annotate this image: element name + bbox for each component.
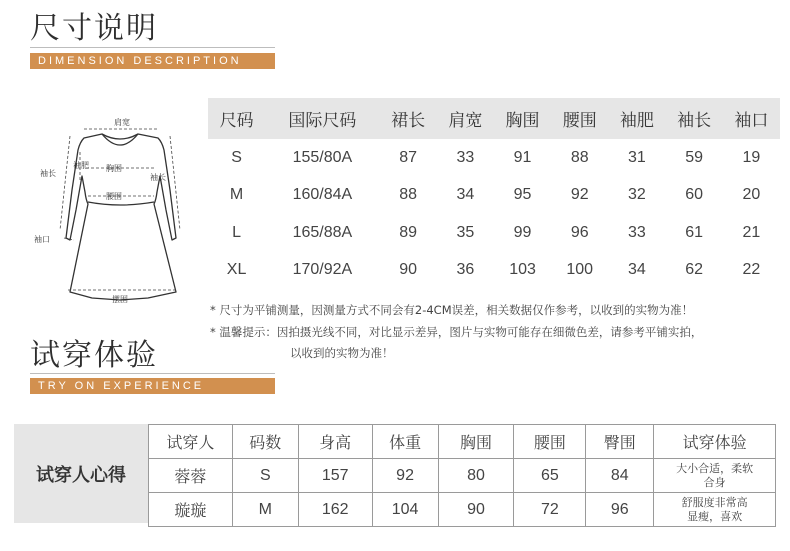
dimension-col-header: 袖长 [666,98,723,139]
dimension-table-row [208,139,780,177]
tryon-col-header: 身高 [298,425,372,459]
dimension-cell: 34 [628,261,646,279]
tryon-cell: 65 [514,459,586,493]
tryon-col-header: 码数 [232,425,298,459]
diagram-label-bust: 胸围 [106,164,122,173]
tryon-cell: 璇璇 [149,493,233,527]
tryon-table-row [149,459,776,493]
tryon-cell: S [232,459,298,493]
dimension-cell: 59 [685,148,703,166]
tryon-cell: 157 [298,459,372,493]
dimension-cell: S [231,148,242,166]
tryon-cell: 蓉蓉 [149,459,233,493]
diagram-label-sleeve-right: 袖长 [150,173,166,182]
diagram-label-hem: 摆围 [112,295,128,304]
dimension-col-header: 腰围 [551,98,608,139]
dimension-cell: 91 [513,148,532,166]
tryon-table [148,424,776,527]
dimension-cell: 99 [513,223,532,241]
dimension-table-row [208,214,780,252]
tryon-cell: 92 [372,459,438,493]
dimension-cell: 21 [742,223,761,241]
tryon-cell: 90 [438,493,514,527]
dimension-cell: L [232,223,242,241]
dimension-cell: 100 [566,261,594,279]
tryon-col-header: 体重 [372,425,438,459]
dimension-cell: 96 [570,223,589,241]
tryon-col-header: 腰围 [514,425,586,459]
tryon-cell: 162 [298,493,372,527]
tryon-experience-cell: 大小合适，柔软 合身 [654,459,776,493]
dimension-cell: 88 [570,148,589,166]
dimension-title: 尺寸说明 [30,11,158,46]
dimension-cell: 87 [399,148,418,166]
diagram-label-sleeve-left: 袖长 [40,169,56,178]
dress-diagram [30,112,195,304]
tryon-cell: 96 [586,493,654,527]
dimension-col-header: 袖肥 [608,98,665,139]
dimension-col-header: 国际尺码 [265,98,379,139]
dimension-col-header: 肩宽 [437,98,494,139]
tryon-subtitle: TRY ON EXPERIENCE [30,378,275,394]
dimension-table-header [208,98,780,139]
dimension-cell: 62 [685,261,703,279]
dimension-cell: 88 [399,186,418,204]
tryon-col-header: 臀围 [586,425,654,459]
dimension-cell: 32 [628,186,646,204]
diagram-label-waist: 腰围 [106,192,122,201]
diagram-label-shoulder: 肩宽 [114,118,130,127]
dimension-table-row [208,252,780,290]
tryon-title: 试穿体验 [30,338,158,373]
tryon-col-header: 胸围 [438,425,514,459]
dimension-cell: 103 [509,261,536,279]
dimension-cell: 22 [742,261,761,279]
tryon-col-header: 试穿人 [149,425,233,459]
dimension-table-row [208,177,780,215]
dimension-cell: 155/80A [292,148,353,166]
dimension-cell: 35 [456,223,475,241]
tryon-experience-cell: 舒服度非常高 显瘦，喜欢 [654,493,776,527]
dimension-subtitle: DIMENSION DESCRIPTION [30,53,275,69]
tryon-cell: M [232,493,298,527]
tryon-cell: 80 [438,459,514,493]
tryon-table-header [149,425,776,459]
dimension-cell: XL [226,261,247,279]
dimension-col-header: 裙长 [380,98,437,139]
dimension-col-header: 尺码 [208,98,265,139]
dimension-cell: 60 [685,186,703,204]
tryon-label [14,424,148,523]
dimension-note-3: 以收到的实物为准！ [290,346,394,360]
dimension-col-header: 胸围 [494,98,551,139]
tryon-cell: 72 [514,493,586,527]
dimension-cell: 31 [628,148,646,166]
dimension-cell: 92 [570,186,589,204]
dimension-cell: 165/88A [292,223,353,241]
dimension-cell: 61 [685,223,703,241]
tryon-title-divider [30,373,275,374]
dimension-col-header: 袖口 [723,98,780,139]
tryon-cell: 104 [372,493,438,527]
diagram-label-armhole: 袖肥 [73,161,89,170]
dimension-cell: 34 [456,186,475,204]
dimension-cell: 19 [742,148,761,166]
dimension-note-2: * 温馨提示：因拍摄光线不同，对比显示差异，图片与实物可能存在细微色差，请参考平铺实拍， [210,325,703,339]
dimension-cell: 36 [456,261,475,279]
tryon-label-text: 试穿人心得 [36,464,126,486]
diagram-label-cuff: 袖口 [34,235,50,244]
dimension-cell: 20 [742,186,761,204]
tryon-col-header: 试穿体验 [654,425,776,459]
dimension-cell: M [229,186,244,204]
dimension-cell: 95 [513,186,532,204]
dimension-cell: 170/92A [292,261,353,279]
dimension-cell: 160/84A [292,186,353,204]
tryon-table-row [149,493,776,527]
dimension-title-divider [30,47,275,48]
dimension-cell: 33 [628,223,646,241]
tryon-cell: 84 [586,459,654,493]
dimension-cell: 90 [399,261,418,279]
dimension-cell: 33 [456,148,475,166]
dimension-note-1: * 尺寸为平铺测量，因测量方式不同会有2-4CM误差，相关数据仅作参考，以收到的实物为准！ [210,303,694,317]
dimension-table [208,98,780,289]
dimension-cell: 89 [399,223,418,241]
